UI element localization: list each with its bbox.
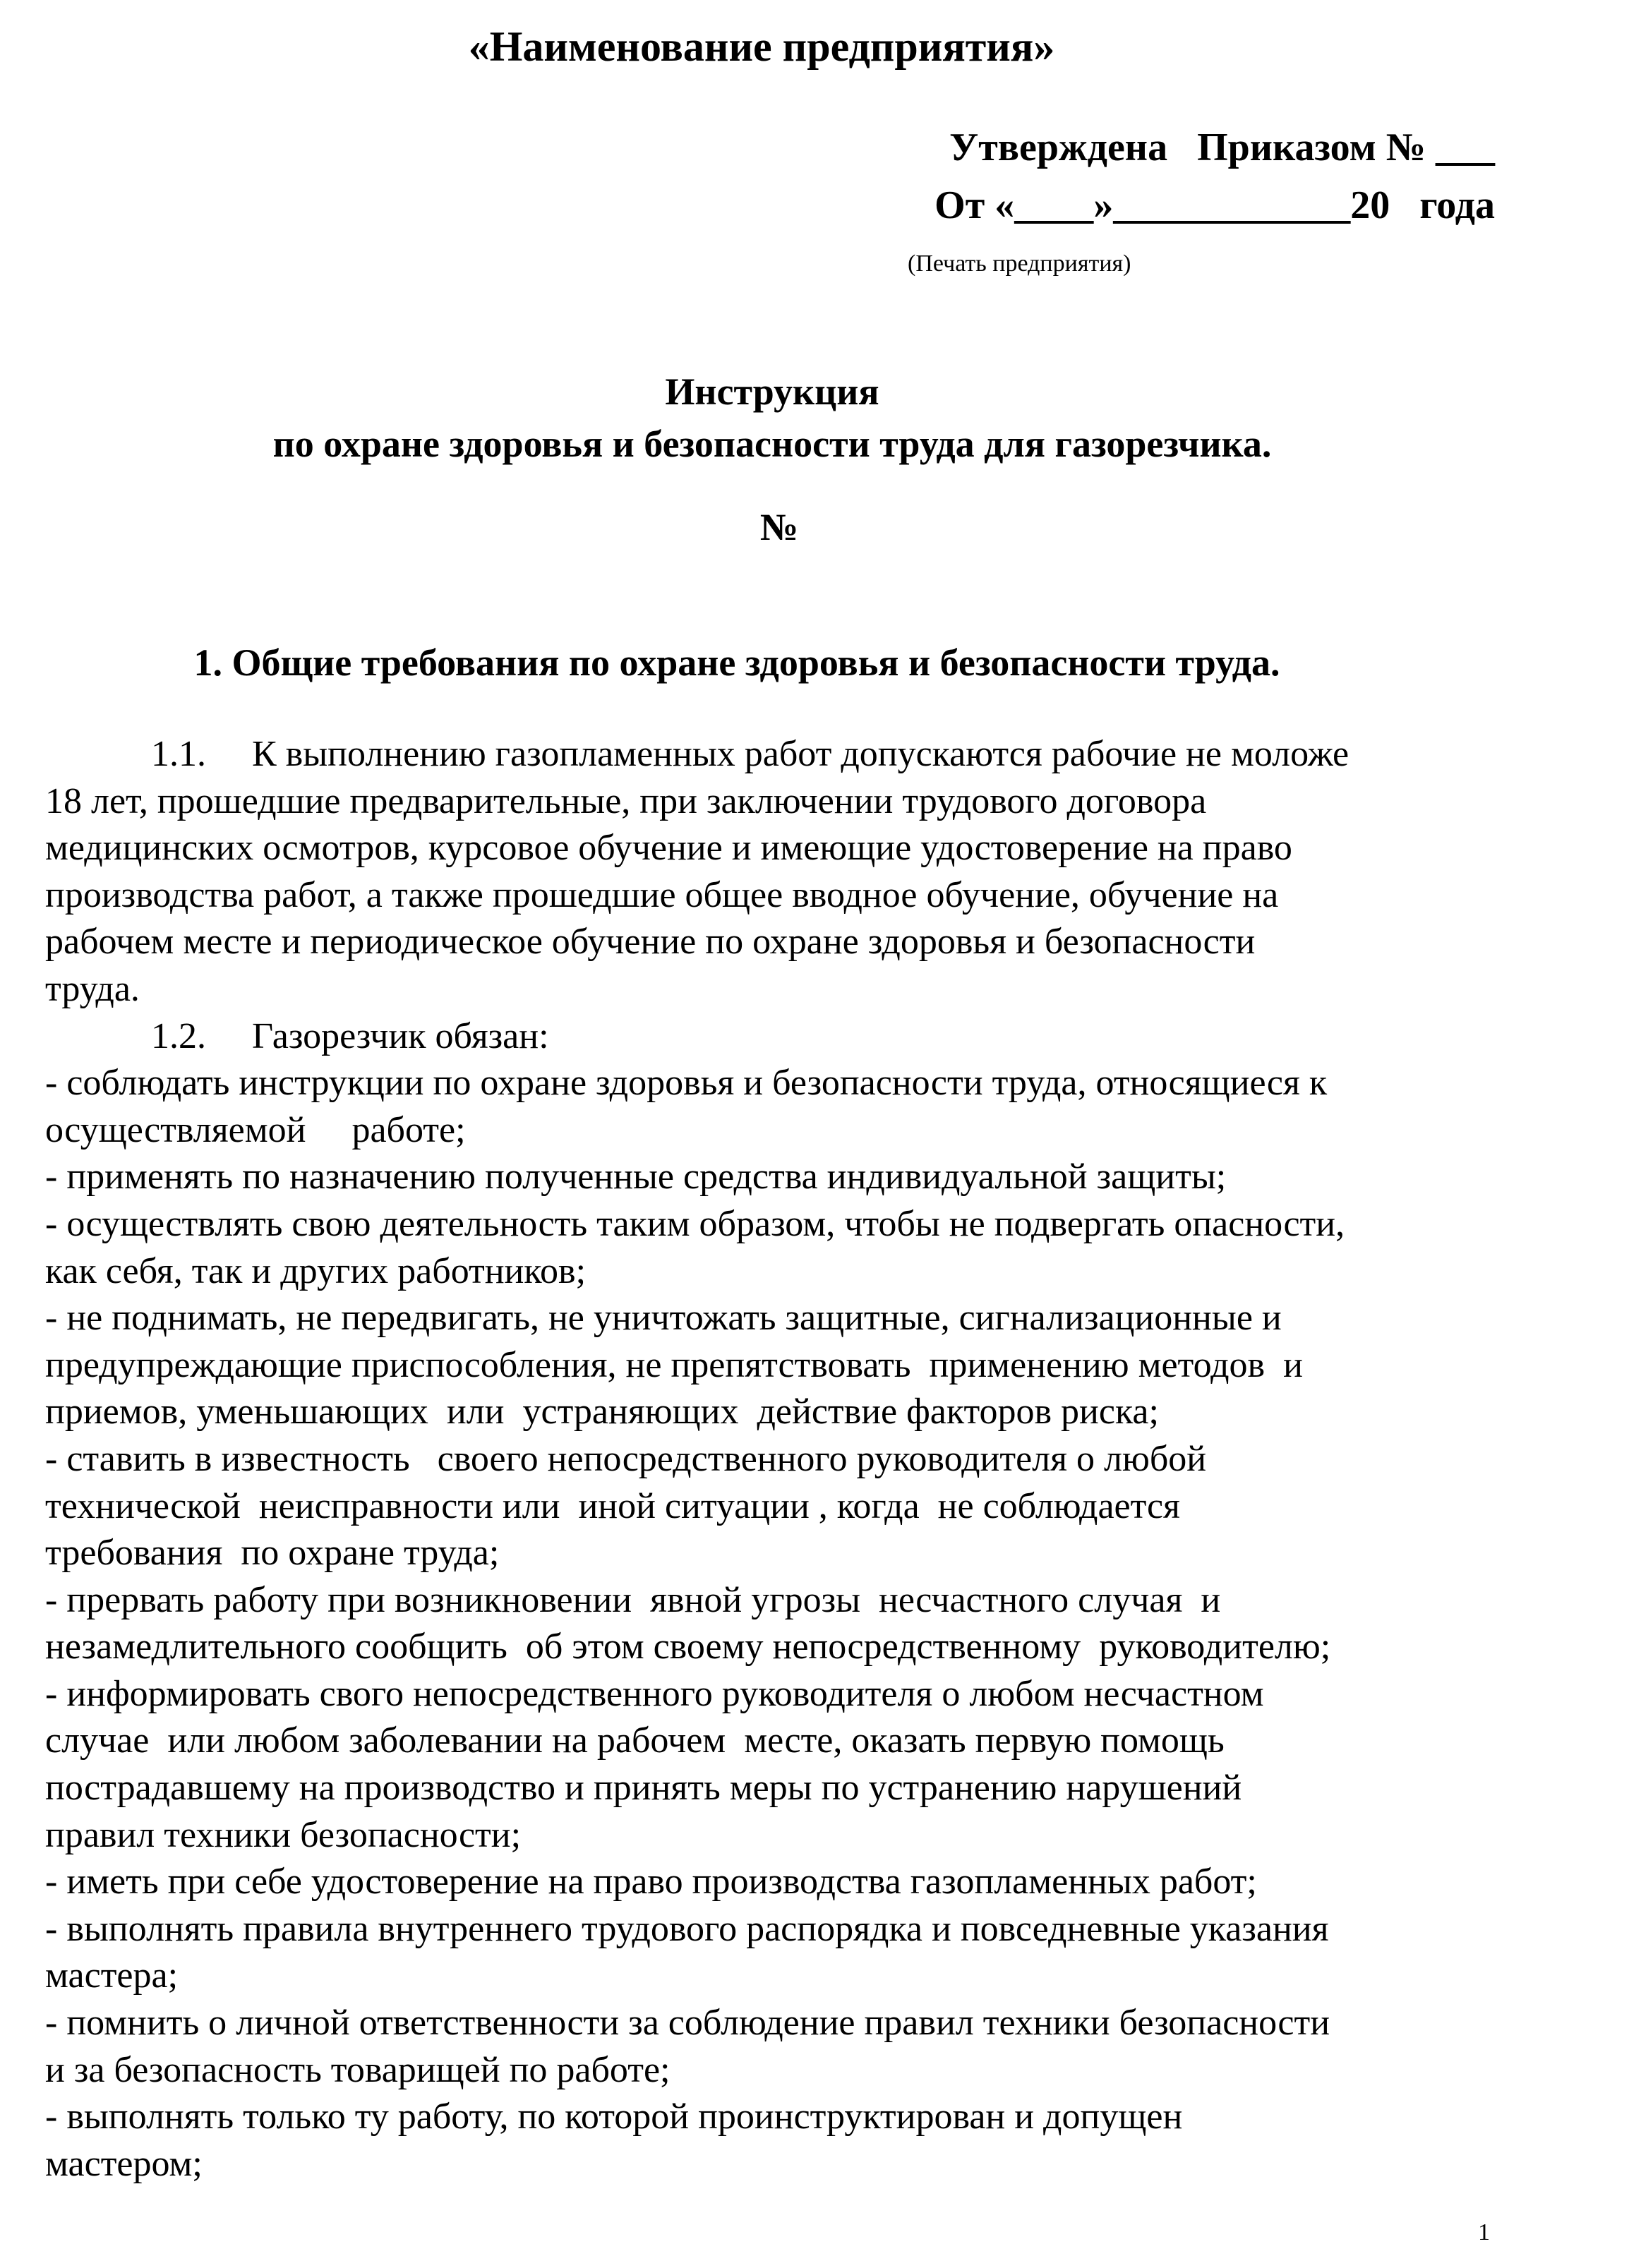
text-line: труда. bbox=[45, 968, 140, 1009]
text-line: как себя, так и других работников; bbox=[45, 1250, 587, 1291]
text-line: - выполнять правила внутреннего трудового распорядка и повседневные указания bbox=[45, 1908, 1329, 1949]
text-line: незамедлительного сообщить об этом своему непосредственному руководителю; bbox=[45, 1627, 1331, 1667]
text-line: рабочем месте и периодическое обучение по охране здоровья и безопасности bbox=[45, 922, 1256, 963]
text-line: предупреждающие приспособления, не препятствовать применению методов и bbox=[45, 1344, 1303, 1385]
document-title bbox=[0, 366, 1629, 470]
text-line: мастера; bbox=[45, 1955, 179, 1996]
section-body bbox=[45, 731, 1513, 2188]
approval-date-line: От «____»____________20 года bbox=[934, 183, 1495, 227]
stamp-note: (Печать предприятия) bbox=[908, 251, 1131, 277]
title-line-2: по охране здоровья и безопасности труда для газорезчика. bbox=[272, 423, 1272, 465]
text-line: производства работ, а также прошедшие общее вводное обучение, обучение на bbox=[45, 874, 1279, 915]
text-line: требования по охране труда; bbox=[45, 1533, 500, 1574]
text-line: - иметь при себе удостоверение на право производства газопламенных работ; bbox=[45, 1862, 1257, 1902]
text-line: технической неисправности или иной ситуации , когда не соблюдается bbox=[45, 1485, 1180, 1526]
text-line: и за безопасность товарищей по работе; bbox=[45, 2049, 671, 2090]
text-line: 1.1. К выполнению газопламенных работ допускаются рабочие не моложе bbox=[151, 734, 1350, 774]
organization-name: «Наименование предприятия» bbox=[468, 23, 1055, 70]
approval-order-line: Утверждена Приказом № ___ bbox=[949, 126, 1495, 169]
text-line: - прервать работу при возникновении явной угрозы несчастного случая и bbox=[45, 1579, 1221, 1620]
text-line: - соблюдать инструкции по охране здоровья и безопасности труда, относящиеся к bbox=[45, 1063, 1328, 1104]
text-line: пострадавшему на производство и принять меры по устранению нарушений bbox=[45, 1768, 1242, 1809]
text-line: - выполнять только ту работу, по которой проинструктирован и допущен bbox=[45, 2097, 1183, 2137]
title-line-1: Инструкция bbox=[665, 370, 879, 413]
text-line: 18 лет, прошедшие предварительные, при заключении трудового договора bbox=[45, 780, 1207, 821]
text-line: 1.2. Газорезчик обязан: bbox=[151, 1015, 549, 1056]
document-number: № bbox=[759, 506, 799, 548]
text-line: - информировать свого непосредственного руководителя о любом несчастном bbox=[45, 1673, 1264, 1714]
text-line: мастером; bbox=[45, 2143, 203, 2184]
text-line: - применять по назначению полученные средства индивидуальной защиты; bbox=[45, 1157, 1227, 1198]
text-line: случае или любом заболевании на рабочем месте, оказать первую помощь bbox=[45, 1720, 1225, 1761]
approval-block bbox=[934, 119, 1495, 234]
text-line: - ставить в известность своего непосредственного руководителя о любой bbox=[45, 1438, 1207, 1479]
page-number: 1 bbox=[1478, 2219, 1490, 2245]
text-line: - помнить о личной ответственности за соблюдение правил техники безопасности bbox=[45, 2003, 1330, 2044]
text-line: - осуществлять свою деятельность таким образом, чтобы не подвергать опасности, bbox=[45, 1203, 1345, 1244]
text-line: осуществляемой работе; bbox=[45, 1109, 466, 1150]
text-line: правил техники безопасности; bbox=[45, 1814, 522, 1855]
text-line: приемов, уменьшающих или устраняющих действие факторов риска; bbox=[45, 1392, 1159, 1432]
text-line: медицинских осмотров, курсовое обучение и имеющие удостоверение на право bbox=[45, 828, 1292, 869]
section-heading: 1. Общие требования по охране здоровья и безопасности труда. bbox=[193, 641, 1280, 684]
text-line: - не поднимать, не передвигать, не уничтожать защитные, сигнализационные и bbox=[45, 1298, 1282, 1339]
